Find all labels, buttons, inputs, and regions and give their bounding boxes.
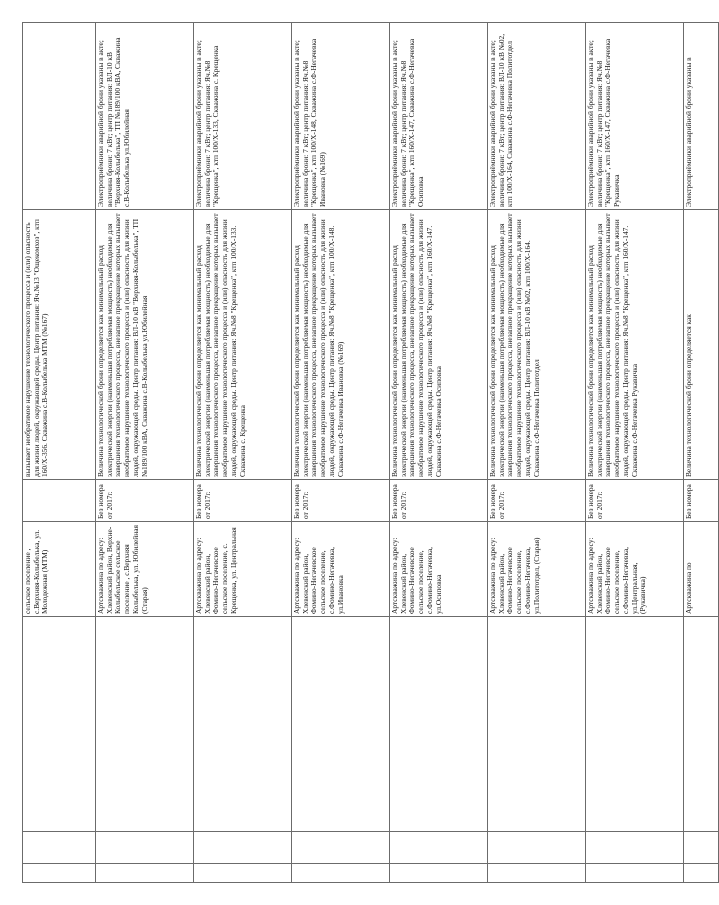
table-row: [96, 23, 194, 883]
cell-number: Без номера от 2017г.: [586, 480, 684, 522]
table-row: [684, 23, 719, 883]
cell-address: сельское поселение , с.Верхняя-Колыбелька, ул. Молодежная (МТМ): [23, 522, 96, 617]
cell-blank: [96, 832, 194, 864]
armor-table: [22, 22, 719, 883]
cell-tech-armor: Величина технологической брони определяется как минимальный расход электрической энергии (наименьшая потребляемая мощность) необходимые для завершения технологического процесса, внезапное прекращение которых вызывает необратимое нарушение технологического процесса и (или) опасность для жизни людей, окружающей среды. Центр питания: Яч.№8 "Крещенка", ктп 160/Х-147. Скважина с.Ф-Негачевка Осиповка: [390, 210, 488, 480]
cell-number: [23, 480, 96, 522]
cell-blank: [23, 617, 96, 832]
cell-number: Без номера от 2017г.: [488, 480, 586, 522]
cell-index: [292, 864, 390, 883]
cell-blank: [684, 832, 719, 864]
cell-address: Артскважина по адресу: Хлевенский район, Фомино-Негачевское сельское поселение, с.Фомино-Негачевка, ул.Осиповка: [390, 522, 488, 617]
cell-emergency-armor: Электроприёмники аварийной брони указаны в акте; величина брони: 7 кВт; центр питания: Яч.№8 "Крещенка", ктп 160/Х-147, Скважина с.Ф-Негачевка Осиповка: [390, 23, 488, 210]
cell-number: Без номера от 2017г.: [292, 480, 390, 522]
cell-address: Артскважина по адресу: Хлевенский район, Верхне-Колыбельское сельское поселение , с.Верхняя Колыбелька, ул. Юбилейная (Старая): [96, 522, 194, 617]
cell-blank: [390, 832, 488, 864]
cell-number: Без номера: [684, 480, 719, 522]
cell-blank: [390, 617, 488, 832]
cell-emergency-armor: Электроприёмники аварийной брони указаны в: [684, 23, 719, 210]
cell-tech-armor: вызывает необратимое нарушение технологического процесса и (или) опасность для жизни людей, окружающей среды. Центр питания: Яч.№13 "Ощекомхоз", ктп 160/Х-356. Скважина с.В-Колыбелька МТМ (№167): [23, 210, 96, 480]
table-row: [586, 23, 684, 883]
cell-tech-armor: Величина технологической брони определяется как минимальный расход электрической энергии (наименьшая потребляемая мощность) необходимые для завершения технологического процесса, внезапное прекращение которых вызывает необратимое нарушение технологического процесса и (или) опасность для жизни людей, окружающей среды. Центр питания: ВЛ-10 кВ "Верхняя-Колыбелька", ТП №189/100 кВА, Скважина с.В-Колыбелька ул.Юбилейная: [96, 210, 194, 480]
cell-number: Без номера от 2017г.: [194, 480, 292, 522]
cell-emergency-armor: Электроприёмники аварийной брони указаны в акте; величина брони: 7 кВт; центр питания: Яч.№8 "Крещенка", ктп 100/Х-133, Скважина с. Крещенка: [194, 23, 292, 210]
table-row: [390, 23, 488, 883]
cell-address: Артскважина по: [684, 522, 719, 617]
cell-number: Без номера от 2017г.: [96, 480, 194, 522]
cell-blank: [23, 832, 96, 864]
cell-emergency-armor: Электроприёмники аварийной брони указаны в акте; величина брони: 7 кВт; центр питания: Яч.№8 "Крещенка", ктп 160/Х-147, Скважина с.Ф-Негачевка Рукавичка: [586, 23, 684, 210]
cell-index: [23, 864, 96, 883]
cell-index: [488, 864, 586, 883]
cell-tech-armor: Величина технологической брони определяется как минимальный расход электрической энергии (наименьшая потребляемая мощность) необходимые для завершения технологического процесса, внезапное прекращение которых вызывает необратимое нарушение технологического процесса и (или) опасность для жизни людей, окружающей среды. Центр питания: ВЛ-10 кВ №02, ктп 100/Х-164. Скважина с.Ф-Негачевка Политотдел: [488, 210, 586, 480]
cell-address: Артскважина по адресу: Хлевенский район, Фомино-Негачевское сельское поселение, с.Фомино-Негачевка, ул.Центральная, (Рукавичка): [586, 522, 684, 617]
cell-index: [586, 864, 684, 883]
cell-emergency-armor: Электроприёмники аварийной брони указаны в акте; величина брони: 7 кВт; центр питания: ВЛ-10 кВ №02, ктп 100/Х-164, Скважина с.Ф-Негачевка Политотдел: [488, 23, 586, 210]
cell-index: [96, 864, 194, 883]
cell-blank: [292, 617, 390, 832]
cell-tech-armor: Величина технологической брони определяется как минимальный расход электрической энергии (наименьшая потребляемая мощность) необходимые для завершения технологического процесса, внезапное прекращение которых вызывает необратимое нарушение технологического процесса и (или) опасность для жизни людей, окружающей среды. Центр питания: Яч.№8 "Крещенка", ктп 100/Х-133. Скважина с. Крещенка: [194, 210, 292, 480]
table-row: [292, 23, 390, 883]
cell-index: [684, 864, 719, 883]
cell-number: Без номера от 2017г.: [390, 480, 488, 522]
cell-blank: [488, 832, 586, 864]
cell-address: Артскважина по адресу: Хлевенский район, Фомино-Негачевское сельское поселение, с.Фомино-Негачевка, ул.Политотдел, (Старая): [488, 522, 586, 617]
rotated-table-wrapper: [22, 23, 693, 883]
cell-blank: [586, 832, 684, 864]
cell-address: Артскважина по адресу: Хлевенский район, Фомино-Негачевское сельское поселение, с.Фомино-Негачевка, ул.Ивановка: [292, 522, 390, 617]
cell-blank: [586, 617, 684, 832]
cell-emergency-armor: [23, 23, 96, 210]
cell-blank: [96, 617, 194, 832]
cell-blank: [292, 832, 390, 864]
cell-emergency-armor: Электроприёмники аварийной брони указаны в акте; величина брони: 7 кВт; центр питания: Яч.№8 "Крещенка", ктп 100/Х-148, Скважина с.Ф-Негачевка Ивановка (№169): [292, 23, 390, 210]
cell-index: [390, 864, 488, 883]
cell-blank: [684, 617, 719, 832]
cell-address: Артскважина по адресу: Хлевенский район, Фомино-Негачевское сельское поселение, с. Крещенка, ул. Центральная: [194, 522, 292, 617]
table-row: [194, 23, 292, 883]
cell-emergency-armor: Электроприёмники аварийной брони указаны в акте; величина брони: 7 кВт; центр питания: ВЛ-10 кВ "Верхняя-Колыбелька", ТП №189/100 кВА, Скважина с.В-Колыбелька ул.Юбилейная: [96, 23, 194, 210]
cell-blank: [194, 617, 292, 832]
table-row: [488, 23, 586, 883]
cell-blank: [488, 617, 586, 832]
cell-tech-armor: Величина технологической брони определяется как минимальный расход электрической энергии (наименьшая потребляемая мощность) необходимые для завершения технологического процесса, внезапное прекращение которых вызывает необратимое нарушение технологического процесса и (или) опасность для жизни людей, окружающей среды. Центр питания: Яч.№8 "Крещенка", ктп 100/Х-148. Скважина с.Ф-Негачевка Ивановка (№169): [292, 210, 390, 480]
cell-index: [194, 864, 292, 883]
cell-tech-armor: Величина технологической брони определяется как: [684, 210, 719, 480]
cell-blank: [194, 832, 292, 864]
table-row: [23, 23, 96, 883]
cell-tech-armor: Величина технологической брони определяется как минимальный расход электрической энергии (наименьшая потребляемая мощность) необходимые для завершения технологического процесса, внезапное прекращение которых вызывает необратимое нарушение технологического процесса и (или) опасность для жизни людей, окружающей среды. Центр питания: Яч.№8 "Крещенка", ктп 160/Х-147. Скважина с.Ф-Негачевка Рукавичка: [586, 210, 684, 480]
